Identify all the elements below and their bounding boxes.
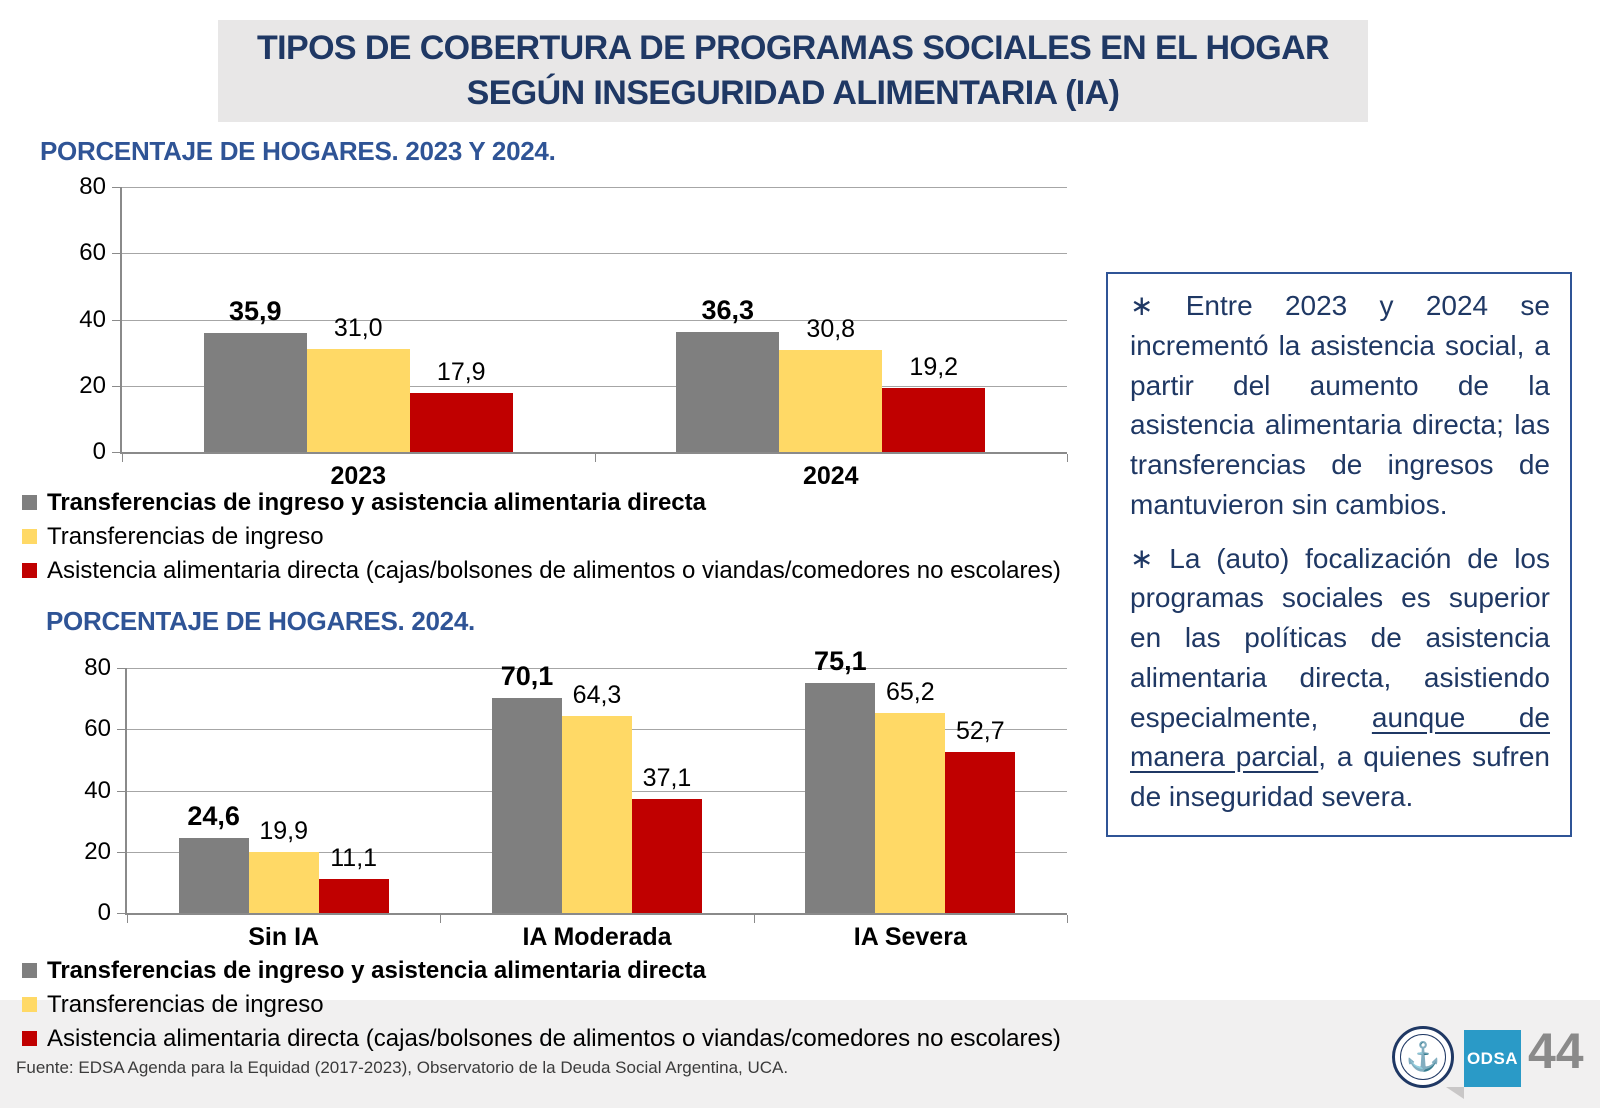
x-axis-tick <box>440 915 441 923</box>
legend-swatch <box>22 997 37 1012</box>
y-axis-tick <box>117 791 125 792</box>
y-axis-tick <box>112 386 120 387</box>
chart2-subtitle: PORCENTAJE DE HOGARES. 2024. <box>46 606 475 636</box>
bar-value-label: 52,7 <box>955 716 1005 745</box>
y-axis-label: 0 <box>97 899 111 926</box>
x-axis-tick <box>595 454 596 462</box>
y-axis-tick <box>112 452 120 453</box>
bar-value-label: 36,3 <box>701 294 755 325</box>
category-label: IA Moderada <box>522 923 672 951</box>
category-label: 2024 <box>802 462 859 490</box>
bar <box>676 332 779 452</box>
note-paragraph-1: ∗ Entre 2023 y 2024 se incrementó la asistencia social, a partir del aumento de la asistencia alimentaria directa; las transferencias de ingresos de mantuvieron sin cambios. <box>1130 290 1550 520</box>
bar <box>249 852 319 913</box>
bar <box>492 698 562 913</box>
note-box <box>1106 272 1572 837</box>
y-axis-label: 60 <box>79 239 106 267</box>
legend-item <box>22 958 1061 983</box>
bar <box>779 350 882 452</box>
bar <box>805 683 875 913</box>
chart1-subtitle: PORCENTAJE DE HOGARES. 2023 Y 2024. <box>40 136 556 166</box>
odsa-logo: ODSA <box>1464 1030 1521 1087</box>
bar-value-label: 65,2 <box>885 678 935 707</box>
y-axis-tick <box>117 913 125 914</box>
legend-label: Transferencias de ingreso <box>47 991 324 1018</box>
anchor-icon: ⚓ <box>1400 1034 1446 1080</box>
gridline <box>127 668 1067 669</box>
bar <box>204 333 307 452</box>
legend-swatch <box>22 495 37 510</box>
bar <box>882 388 985 452</box>
y-axis-tick <box>117 852 125 853</box>
legend-swatch <box>22 563 37 578</box>
legend-label: Asistencia alimentaria directa (cajas/bolsones de alimentos o viandas/comedores no escolares) <box>47 557 1061 584</box>
legend-item <box>22 524 1061 549</box>
underlined-phrase: aunque de manera parcial <box>1130 701 1550 773</box>
legend-swatch <box>22 963 37 978</box>
bar-value-label: 64,3 <box>572 681 622 710</box>
bar-value-label: 24,6 <box>187 800 240 831</box>
bar-value-label: 70,1 <box>500 661 554 692</box>
bar <box>410 393 513 452</box>
bar-value-label: 37,1 <box>642 764 692 793</box>
source-note: Fuente: EDSA Agenda para la Equidad (2017-2023), Observatorio de la Deuda Social Argentina, UCA. <box>16 1058 789 1077</box>
category-label: Sin IA <box>248 923 320 951</box>
y-axis-label: 0 <box>92 438 106 465</box>
category-label: 2023 <box>330 462 387 490</box>
y-axis-label: 80 <box>79 173 106 200</box>
bar <box>562 716 632 913</box>
bar <box>875 713 945 913</box>
plot-area <box>79 173 1067 490</box>
x-axis-tick <box>1067 454 1068 462</box>
y-axis-label: 40 <box>84 776 111 804</box>
x-axis-tick <box>1067 915 1068 923</box>
bar <box>319 879 389 913</box>
chart-households-by-ia <box>40 648 1080 958</box>
y-axis-tick <box>112 320 120 321</box>
chart1-legend <box>22 490 1061 583</box>
y-axis-label: 80 <box>84 654 111 681</box>
legend-label: Transferencias de ingreso <box>47 523 324 550</box>
bar <box>307 349 410 452</box>
legend-item <box>22 558 1061 583</box>
note-paragraph-2: ∗ La (auto) focalización de los programas sociales es superior en las políticas de asistencia alimentaria directa, asistiendo especialmente, aunque de manera parcial, a quienes sufren de inseguridad severa. <box>1130 542 1550 812</box>
bar <box>945 752 1015 913</box>
bar <box>632 799 702 913</box>
legend-item <box>22 490 1061 515</box>
bar-value-label: 19,2 <box>909 353 959 382</box>
y-axis-label: 20 <box>79 371 106 399</box>
legend-label: Asistencia alimentaria directa (cajas/bolsones de alimentos o viandas/comedores no escolares) <box>47 1025 1061 1052</box>
legend-label: Transferencias de ingreso y asistencia alimentaria directa <box>47 489 706 516</box>
y-axis-tick <box>112 253 120 254</box>
plot-area <box>84 646 1067 951</box>
chart2-legend <box>22 958 1061 1051</box>
y-axis-tick <box>117 729 125 730</box>
y-axis-label: 20 <box>84 837 111 865</box>
bar <box>179 838 249 913</box>
category-label: IA Severa <box>853 923 967 951</box>
y-axis-label: 60 <box>84 715 111 743</box>
bar-value-label: 11,1 <box>330 844 378 873</box>
x-axis-tick <box>754 915 755 923</box>
bar-value-label: 30,8 <box>806 314 856 343</box>
gridline <box>122 253 1067 254</box>
x-axis-tick <box>127 915 128 923</box>
y-axis-tick <box>117 668 125 669</box>
x-axis-tick <box>122 454 123 462</box>
bar-value-label: 19,9 <box>259 817 308 846</box>
legend-item <box>22 1026 1061 1051</box>
legend-label: Transferencias de ingreso y asistencia alimentaria directa <box>47 957 706 984</box>
y-axis-tick <box>112 187 120 188</box>
chart-households-2023-2024 <box>40 173 1080 492</box>
legend-swatch <box>22 1031 37 1046</box>
uca-seal-icon <box>1392 1026 1454 1088</box>
bar-value-label: 17,9 <box>436 357 486 386</box>
bar-value-label: 35,9 <box>228 296 282 327</box>
gridline <box>122 187 1067 188</box>
title-bar <box>218 20 1368 122</box>
y-axis-label: 40 <box>79 305 106 333</box>
bar-value-label: 31,0 <box>333 314 383 343</box>
page-number: 44 <box>1528 1023 1584 1079</box>
bar-value-label: 75,1 <box>814 646 867 677</box>
legend-item <box>22 992 1061 1017</box>
odsa-logo-shadow <box>1446 1087 1464 1099</box>
slide-title: TIPOS DE COBERTURA DE PROGRAMAS SOCIALES EN EL HOGAR SEGÚN INSEGURIDAD ALIMENTARIA (IA) <box>256 29 1329 112</box>
legend-swatch <box>22 529 37 544</box>
